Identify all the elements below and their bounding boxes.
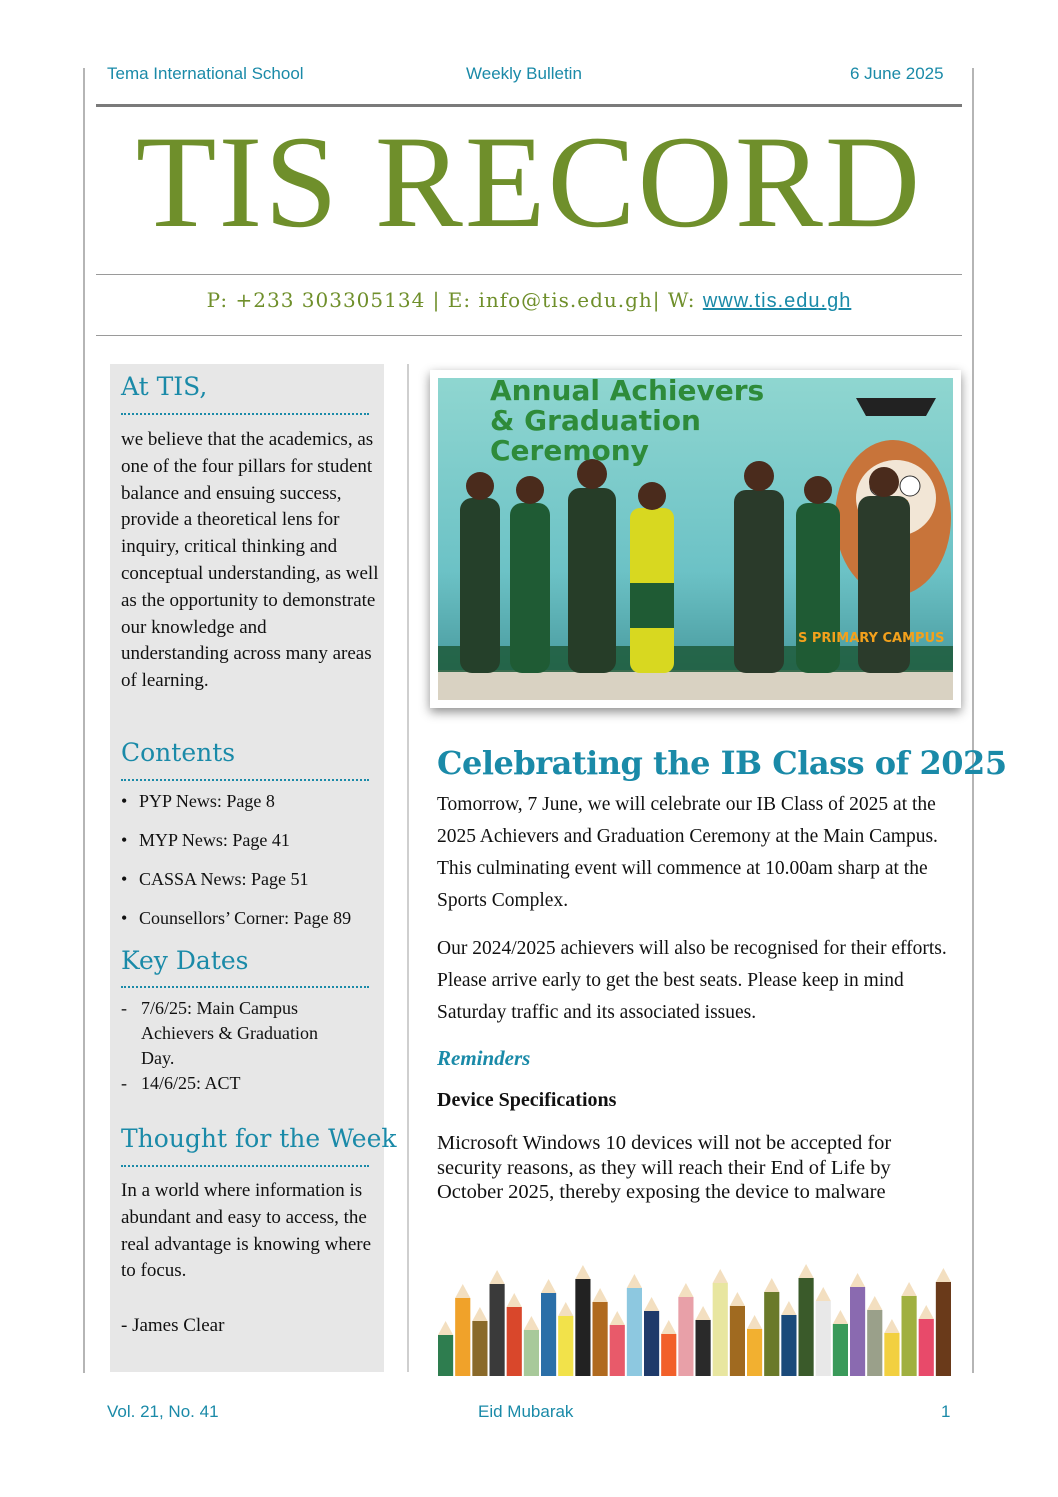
- pencil-body: [730, 1306, 745, 1376]
- key-dates-divider: [121, 986, 369, 988]
- contact-text: P: +233 303305134 | E: info@tis.edu.gh| W:: [206, 288, 703, 312]
- pencil-tip: [747, 1315, 762, 1329]
- pencil-tip: [816, 1287, 831, 1301]
- pencil-body: [919, 1319, 934, 1376]
- header-rule: [96, 104, 962, 107]
- pencil-tip: [610, 1311, 625, 1325]
- pencil-tip: [524, 1316, 539, 1330]
- website-link[interactable]: www.tis.edu.gh: [702, 290, 852, 312]
- pencil-tip: [541, 1279, 556, 1293]
- pencil-tip: [593, 1288, 608, 1302]
- at-tis-body: we believe that the academics, as one of the four pillars for student balance and ensuing success, provide a theoretical lens for inquiry, critical thinking and conceptual understanding, as well as the opportunity to demonstrate our knowledge and understanding across many areas of learning.: [121, 429, 379, 692]
- pencil-tip: [661, 1320, 676, 1334]
- colored-pencils-illustration: [437, 1244, 952, 1376]
- key-dates-list: [121, 996, 351, 1096]
- pencil-body: [936, 1282, 951, 1376]
- pencil-body: [644, 1311, 659, 1376]
- article-para-1: Tomorrow, 7 June, we will celebrate our IB Class of 2025 at the 2025 Achievers and Graduation Ceremony at the Main Campus. This culminating event will commence at 10.00am sharp at the Sports Complex.: [437, 794, 938, 911]
- right-margin-line: [972, 68, 974, 1373]
- pencil-body: [884, 1333, 899, 1376]
- footer-center: Eid Mubarak: [478, 1402, 574, 1421]
- banner-line-1: Annual Achievers: [490, 378, 765, 407]
- column-divider: [407, 364, 409, 1372]
- pencil-body: [661, 1334, 676, 1376]
- reminders-heading: Reminders: [437, 1046, 531, 1070]
- pencil-body: [524, 1330, 539, 1376]
- graduation-scene: [438, 378, 953, 700]
- pencil-tip: [764, 1278, 779, 1292]
- pencil-tip: [644, 1297, 659, 1311]
- pencil-tip: [558, 1302, 573, 1316]
- pencil-body: [610, 1325, 625, 1376]
- pencil-body: [781, 1315, 796, 1376]
- pencil-body: [816, 1301, 831, 1376]
- pencil-body: [627, 1288, 642, 1376]
- pencil-tip: [919, 1305, 934, 1319]
- contents-divider: [121, 779, 369, 781]
- pencil-tip: [507, 1293, 522, 1307]
- contact-line: [96, 288, 962, 313]
- pencil-tip: [678, 1283, 693, 1297]
- header-school: Tema International School: [107, 64, 304, 83]
- device-spec-text: Microsoft Windows 10 devices will not be accepted for security reasons, as they will reach their End of Life by October 2025, thereby exposing the device to malware: [437, 1132, 892, 1203]
- pencil-tip: [867, 1296, 882, 1310]
- pencil-body: [593, 1302, 608, 1376]
- contents-item-cassa[interactable]: • CASSA News: Page 51: [121, 869, 379, 908]
- contents-item-myp[interactable]: • MYP News: Page 41: [121, 830, 379, 869]
- pencil-body: [833, 1324, 848, 1376]
- pencil-tip: [730, 1292, 745, 1306]
- key-dates-heading: Key Dates: [121, 946, 249, 975]
- graduation-photo-image: [438, 378, 953, 700]
- pencil-tip: [850, 1273, 865, 1287]
- pencil-body: [696, 1320, 711, 1376]
- pencil-tip: [575, 1265, 590, 1279]
- pencil-tip: [472, 1307, 487, 1321]
- pencil-body: [490, 1284, 505, 1376]
- key-date-item: - 7/6/25: Main Campus Achievers & Graduation Day.: [121, 996, 351, 1071]
- pencil-body: [541, 1293, 556, 1376]
- contents-heading: Contents: [121, 738, 236, 767]
- pencil-body: [764, 1292, 779, 1376]
- pencil-tip: [713, 1269, 728, 1283]
- at-tis-heading: At TIS,: [121, 372, 208, 401]
- contents-list: [121, 791, 379, 947]
- pencil-tip: [455, 1284, 470, 1298]
- pencil-tip: [833, 1310, 848, 1324]
- thought-heading: Thought for the Week: [121, 1124, 397, 1153]
- pencil-body: [799, 1278, 814, 1376]
- pencil-tip: [438, 1321, 453, 1335]
- article-title: Celebrating the IB Class of 2025: [437, 744, 1007, 782]
- footer-page-number: 1: [941, 1402, 951, 1421]
- pencil-tip: [936, 1268, 951, 1282]
- pencil-body: [507, 1307, 522, 1376]
- pencil-body: [678, 1297, 693, 1376]
- pencil-tip: [696, 1306, 711, 1320]
- pencil-body: [558, 1316, 573, 1376]
- graduation-photo: [430, 370, 961, 708]
- pencil-body: [455, 1298, 470, 1376]
- pencil-tip: [799, 1264, 814, 1278]
- contact-rule: [96, 335, 962, 336]
- thought-author: - James Clear: [121, 1315, 225, 1336]
- masthead-rule: [96, 274, 962, 275]
- pencil-tip: [902, 1282, 917, 1296]
- pencil-body: [713, 1283, 728, 1376]
- pencil-body: [902, 1296, 917, 1376]
- device-spec-heading: Device Specifications: [437, 1089, 617, 1111]
- left-margin-line: [83, 68, 85, 1373]
- pencil-tip: [490, 1270, 505, 1284]
- thought-quote: In a world where information is abundant and easy to access, the real advantage is knowing where to focus.: [121, 1180, 372, 1282]
- masthead-title: TIS RECORD: [135, 108, 923, 255]
- contents-item-pyp[interactable]: • PYP News: Page 8: [121, 791, 379, 830]
- footer-volume: Vol. 21, No. 41: [107, 1402, 219, 1421]
- header-bulletin: Weekly Bulletin: [466, 64, 582, 83]
- pencil-tip: [884, 1319, 899, 1333]
- pencil-body: [747, 1329, 762, 1376]
- header-date: 6 June 2025: [850, 64, 944, 83]
- pencil-tip: [781, 1301, 796, 1315]
- pencil-body: [438, 1335, 453, 1376]
- banner-line-2: & Graduation: [490, 404, 701, 437]
- pencil-body: [867, 1310, 882, 1376]
- key-date-item: - 14/6/25: ACT: [121, 1071, 351, 1096]
- at-tis-divider: [121, 413, 369, 415]
- banner-campus-text: S PRIMARY CAMPUS: [798, 631, 945, 646]
- pencil-tip: [627, 1274, 642, 1288]
- banner-line-3: Ceremony: [490, 434, 649, 467]
- contents-item-counsellors[interactable]: • Counsellors’ Corner: Page 89: [121, 908, 379, 947]
- thought-divider: [121, 1165, 369, 1167]
- pencil-body: [575, 1279, 590, 1376]
- pencil-body: [850, 1287, 865, 1376]
- article-para-2: Our 2024/2025 achievers will also be recognised for their efforts. Please arrive early to get the best seats. Please keep in mind Saturday traffic and its associated issues.: [437, 938, 947, 1023]
- pencil-body: [472, 1321, 487, 1376]
